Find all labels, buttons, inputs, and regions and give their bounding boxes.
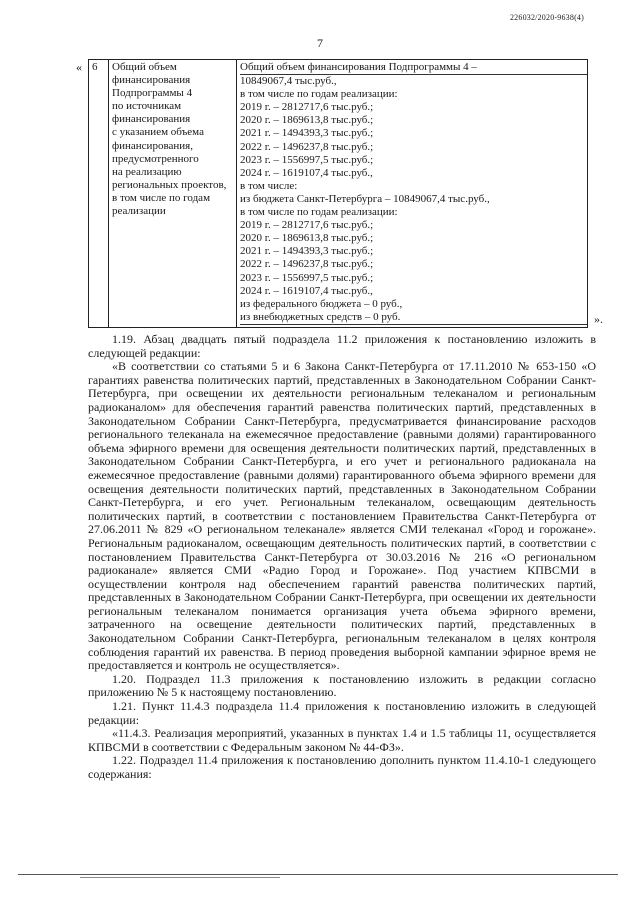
value-line: из федерального бюджета – 0 руб., bbox=[240, 297, 403, 310]
row-number-cell bbox=[89, 60, 109, 328]
label-line: в том числе по годам bbox=[112, 191, 211, 204]
footer-rule bbox=[0, 874, 640, 878]
value-line: 2022 г. – 1496237,8 тыс.руб.; bbox=[240, 140, 374, 153]
label-line: финансирования, bbox=[112, 139, 193, 152]
table-row bbox=[89, 60, 588, 328]
value-line: в том числе по годам реализации: bbox=[240, 88, 398, 101]
paragraph-1-21: 1.21. Пункт 11.4.3 подраздела 11.4 приложения к постановлению изложить в следующей редакции: bbox=[88, 699, 596, 727]
value-line: 2022 г. – 1496237,8 тыс.руб.; bbox=[240, 258, 374, 271]
paragraph-quote-11-2: «В соответствии со статьями 5 и 6 Закона Санкт-Петербурга от 17.11.2010 № 653-150 «О гарантиях равенства политических партий, представленных в Законодательном Собрании Санкт-Петербурга, при освещении их деятельности региональным телеканалом и региональным радиоканалом» для обеспечения гарантий равенства политических партий, представленных в Законодательном Собрании Санкт-Петербурга, предусматривается финансирование расходов регионального телеканала на ежемесячное предоставление (равными долями) гарантированного объема эфирного времени для освещения деятельности политических партий, представленных в Законодательном Собрании Санкт-Петербурга, и его учет и регионального радиоканала на ежемесячное предоставление (равными долями) гарантированного объема эфирного времени для освещения деятельности политических партий, представленных в Законодательном Собрании Санкт-Петербурга, и его учет. Региональным телеканалом, освещающим деятельность политических партий, в соответствии с постановлением Правительства Санкт-Петербурга от 27.06.2011 № 829 «О региональном телеканале» является СМИ телеканал «Город и горожане». Региональным радиоканалом, освещающим деятельность политических партий, в соответствии с постановлением Правительства Санкт-Петербурга от 30.03.2016 № 216 «О региональном радиоканале» является СМИ «Радио Город и Горожане». Под участием КПВСМИ в осуществлении контроля над обеспечением гарантий равенства политических партий, представленных в Законодательном Собрании Санкт-Петербурга, при освещении их деятельности региональным телеканалом понимается организация учета объема эфирного времени, затраченного на освещение деятельности политических партий, представленных в Законодательном Собрании Санкт-Петербурга, региональным телеканалом в целях контроля соблюдения гарантий их равенства. В период проведения выборной кампании эфирное время не предоставляется и контроль не осуществляется». bbox=[88, 359, 596, 673]
table-quote-close: ». bbox=[594, 312, 603, 326]
value-line: из бюджета Санкт-Петербурга – 10849067,4 тыс.руб., bbox=[240, 192, 490, 205]
financing-table bbox=[88, 59, 588, 328]
value-line: 2019 г. – 2812717,6 тыс.руб.; bbox=[240, 219, 374, 232]
label-line: предусмотренного bbox=[112, 152, 199, 165]
paragraph-1-19: 1.19. Абзац двадцать пятый подраздела 11.2 приложения к постановлению изложить в следующей редакции: bbox=[88, 332, 596, 360]
label-line: Подпрограммы 4 bbox=[112, 87, 193, 100]
value-line: 2021 г. – 1494393,3 тыс.руб.; bbox=[240, 245, 374, 258]
document-number: 226032/2020-9638(4) bbox=[509, 13, 584, 22]
paragraph-1-20: 1.20. Подраздел 11.3 приложения к постановлению изложить в редакции согласно приложению № 5 к настоящему постановлению. bbox=[88, 671, 596, 700]
value-line: 2021 г. – 1494393,3 тыс.руб.; bbox=[240, 127, 374, 140]
value-line: 2020 г. – 1869613,8 тыс.руб.; bbox=[240, 232, 374, 245]
label-line: Общий объем bbox=[112, 61, 177, 73]
value-line: в том числе: bbox=[240, 179, 298, 192]
value-line: 2019 г. – 2812717,6 тыс.руб.; bbox=[240, 101, 374, 114]
label-line: по источникам bbox=[112, 100, 182, 113]
label-line: на реализацию bbox=[112, 165, 182, 178]
paragraph-quote-11-4-3: «11.4.3. Реализация мероприятий, указанных в пунктах 1.4 и 1.5 таблицы 11, осуществляется КПВСМИ в соответствии с Федеральным законом № 44-ФЗ». bbox=[88, 726, 596, 754]
page-number: 7 bbox=[317, 36, 323, 50]
value-line: 10849067,4 тыс.руб., bbox=[240, 75, 337, 88]
value-line: Общий объем финансирования Подпрограммы 4 – bbox=[240, 61, 587, 75]
label-line: реализации bbox=[112, 205, 166, 218]
value-line: 2023 г. – 1556997,5 тыс.руб.; bbox=[240, 271, 374, 284]
value-line: 2024 г. – 1619107,4 тыс.руб., bbox=[240, 166, 373, 179]
footer-rule-line bbox=[18, 874, 618, 875]
value-line: из внебюджетных средств – 0 руб. bbox=[240, 311, 587, 325]
value-line: 2020 г. – 1869613,8 тыс.руб.; bbox=[240, 114, 374, 127]
label-line: с указанием объема bbox=[112, 126, 204, 139]
label-line: финансирования bbox=[112, 113, 191, 126]
table-quote-open: « bbox=[76, 60, 82, 74]
label-line: финансирования bbox=[112, 74, 191, 87]
label-cell bbox=[109, 60, 237, 328]
body-text bbox=[88, 333, 596, 782]
paragraph-1-22: 1.22. Подраздел 11.4 приложения к постановлению дополнить пунктом 11.4.10-1 следующего содержания: bbox=[88, 753, 596, 781]
row-number: 6 bbox=[92, 61, 98, 73]
values-cell bbox=[237, 60, 588, 328]
value-line: в том числе по годам реализации: bbox=[240, 206, 398, 219]
label-line: региональных проектов, bbox=[112, 178, 227, 191]
footer-rule-line bbox=[80, 877, 280, 878]
value-line: 2024 г. – 1619107,4 тыс.руб., bbox=[240, 284, 373, 297]
value-line: 2023 г. – 1556997,5 тыс.руб.; bbox=[240, 153, 374, 166]
